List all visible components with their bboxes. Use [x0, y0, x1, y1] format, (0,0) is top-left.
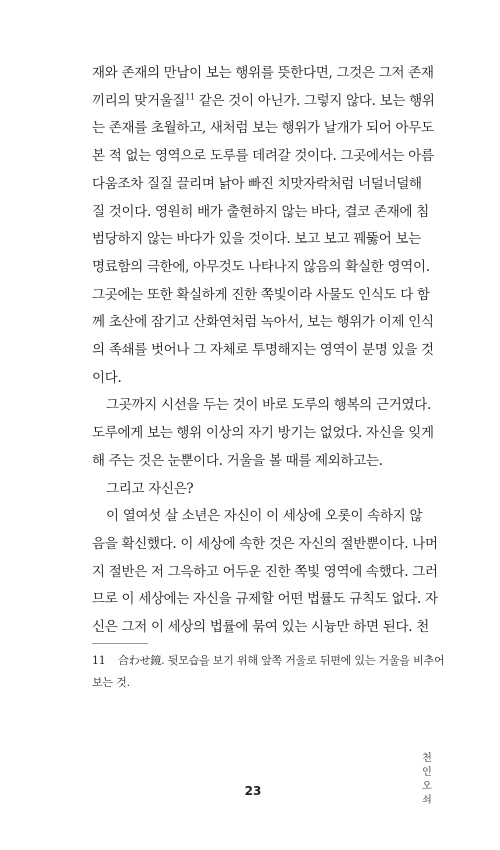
- main-text: [92, 60, 438, 642]
- page-number: 23: [244, 784, 262, 798]
- running-title-char: 쇠: [422, 795, 432, 806]
- paragraph-4: [92, 503, 438, 642]
- paragraph-1: [92, 60, 435, 392]
- text-line: 의 족쇄를 벗어나 그 자체로 투명해지는 영역이 분명 있을 것: [92, 342, 434, 359]
- text-line: 는 존재를 초월하고, 새처럼 보는 행위가 날개가 되어 아무도: [92, 120, 434, 137]
- running-title-char: 인: [422, 767, 432, 778]
- text-line: 신은 그저 이 세상의 법률에 묶여 있는 시늉만 하면 된다. 천: [92, 619, 429, 636]
- text-line: 다움조차 질질 끌리며 낡아 빠진 치맛자락처럼 너덜너덜해: [92, 175, 422, 192]
- paragraph-3: [92, 476, 404, 504]
- text-line: 지 절반은 저 그윽하고 어두운 진한 쪽빛 영역에 속했다. 그러: [92, 563, 438, 580]
- text-fragment: 끼리의 맞거울질: [92, 92, 186, 109]
- text-line: 므로 이 세상에는 자신을 규제할 어떤 법률도 규칙도 없다. 자: [92, 591, 438, 608]
- running-title-char: 오: [422, 781, 432, 792]
- footnote-divider: [92, 643, 148, 644]
- text-line: 명료함의 극한에, 아무것도 나타나지 않음의 확실한 영역이.: [92, 258, 430, 275]
- text-line: 음을 확신했다. 이 세상에 속한 것은 자신의 절반뿐이다. 나머: [92, 535, 438, 552]
- text-line: 도루에게 보는 행위 이상의 자기 방기는 없었다. 자신을 잊게: [92, 425, 434, 442]
- text-line: [92, 88, 435, 116]
- text-line: 질 것이다. 영원히 배가 출현하지 않는 바다, 결코 존재에 침: [92, 203, 429, 220]
- footnote-number: 11: [92, 654, 106, 667]
- footnote: [92, 650, 445, 694]
- text-line: 그곳에는 또한 확실하게 진한 쪽빛이라 사물도 인식도 다 함: [92, 286, 430, 303]
- text-line: 해 주는 것은 눈뿐이다. 거울을 볼 때를 제외하고는.: [92, 452, 383, 469]
- paragraph-2: [92, 392, 434, 475]
- text-line: 이 열여섯 살 소년은 자신이 이 세상에 오롯이 속하지 않: [106, 508, 423, 525]
- footnote-text: 合わせ鏡. 뒷모습을 보기 위해 앞쪽 거울로 뒤편에 있는 거울을 비추어: [118, 654, 445, 667]
- text-line: 그리고 자신은?: [106, 480, 194, 497]
- running-title: [420, 752, 434, 808]
- footnote-marker[interactable]: 11: [185, 92, 195, 102]
- text-line: 재와 존재의 만남이 보는 행위를 뜻한다면, 그것은 그저 존재: [92, 65, 434, 81]
- text-fragment: 같은 것이 아닌가. 그렇지 않다. 보는 행위: [194, 92, 435, 109]
- text-line: 본 적 없는 영역으로 도루를 데려갈 것이다. 그곳에서는 아름: [92, 148, 434, 165]
- running-title-char: 천: [422, 753, 432, 764]
- text-line: 이다.: [92, 369, 122, 386]
- text-line: 께 초산에 잠기고 산화연처럼 녹아서, 보는 행위가 이제 인식: [92, 314, 434, 331]
- footnote-line: 보는 것.: [92, 676, 130, 689]
- footnote-line: [92, 650, 445, 672]
- text-line: 그곳까지 시선을 두는 것이 바로 도루의 행복의 근거였다.: [106, 397, 431, 414]
- text-line: 범당하지 않는 바다가 있을 것이다. 보고 보고 꿰뚫어 보는: [92, 231, 421, 248]
